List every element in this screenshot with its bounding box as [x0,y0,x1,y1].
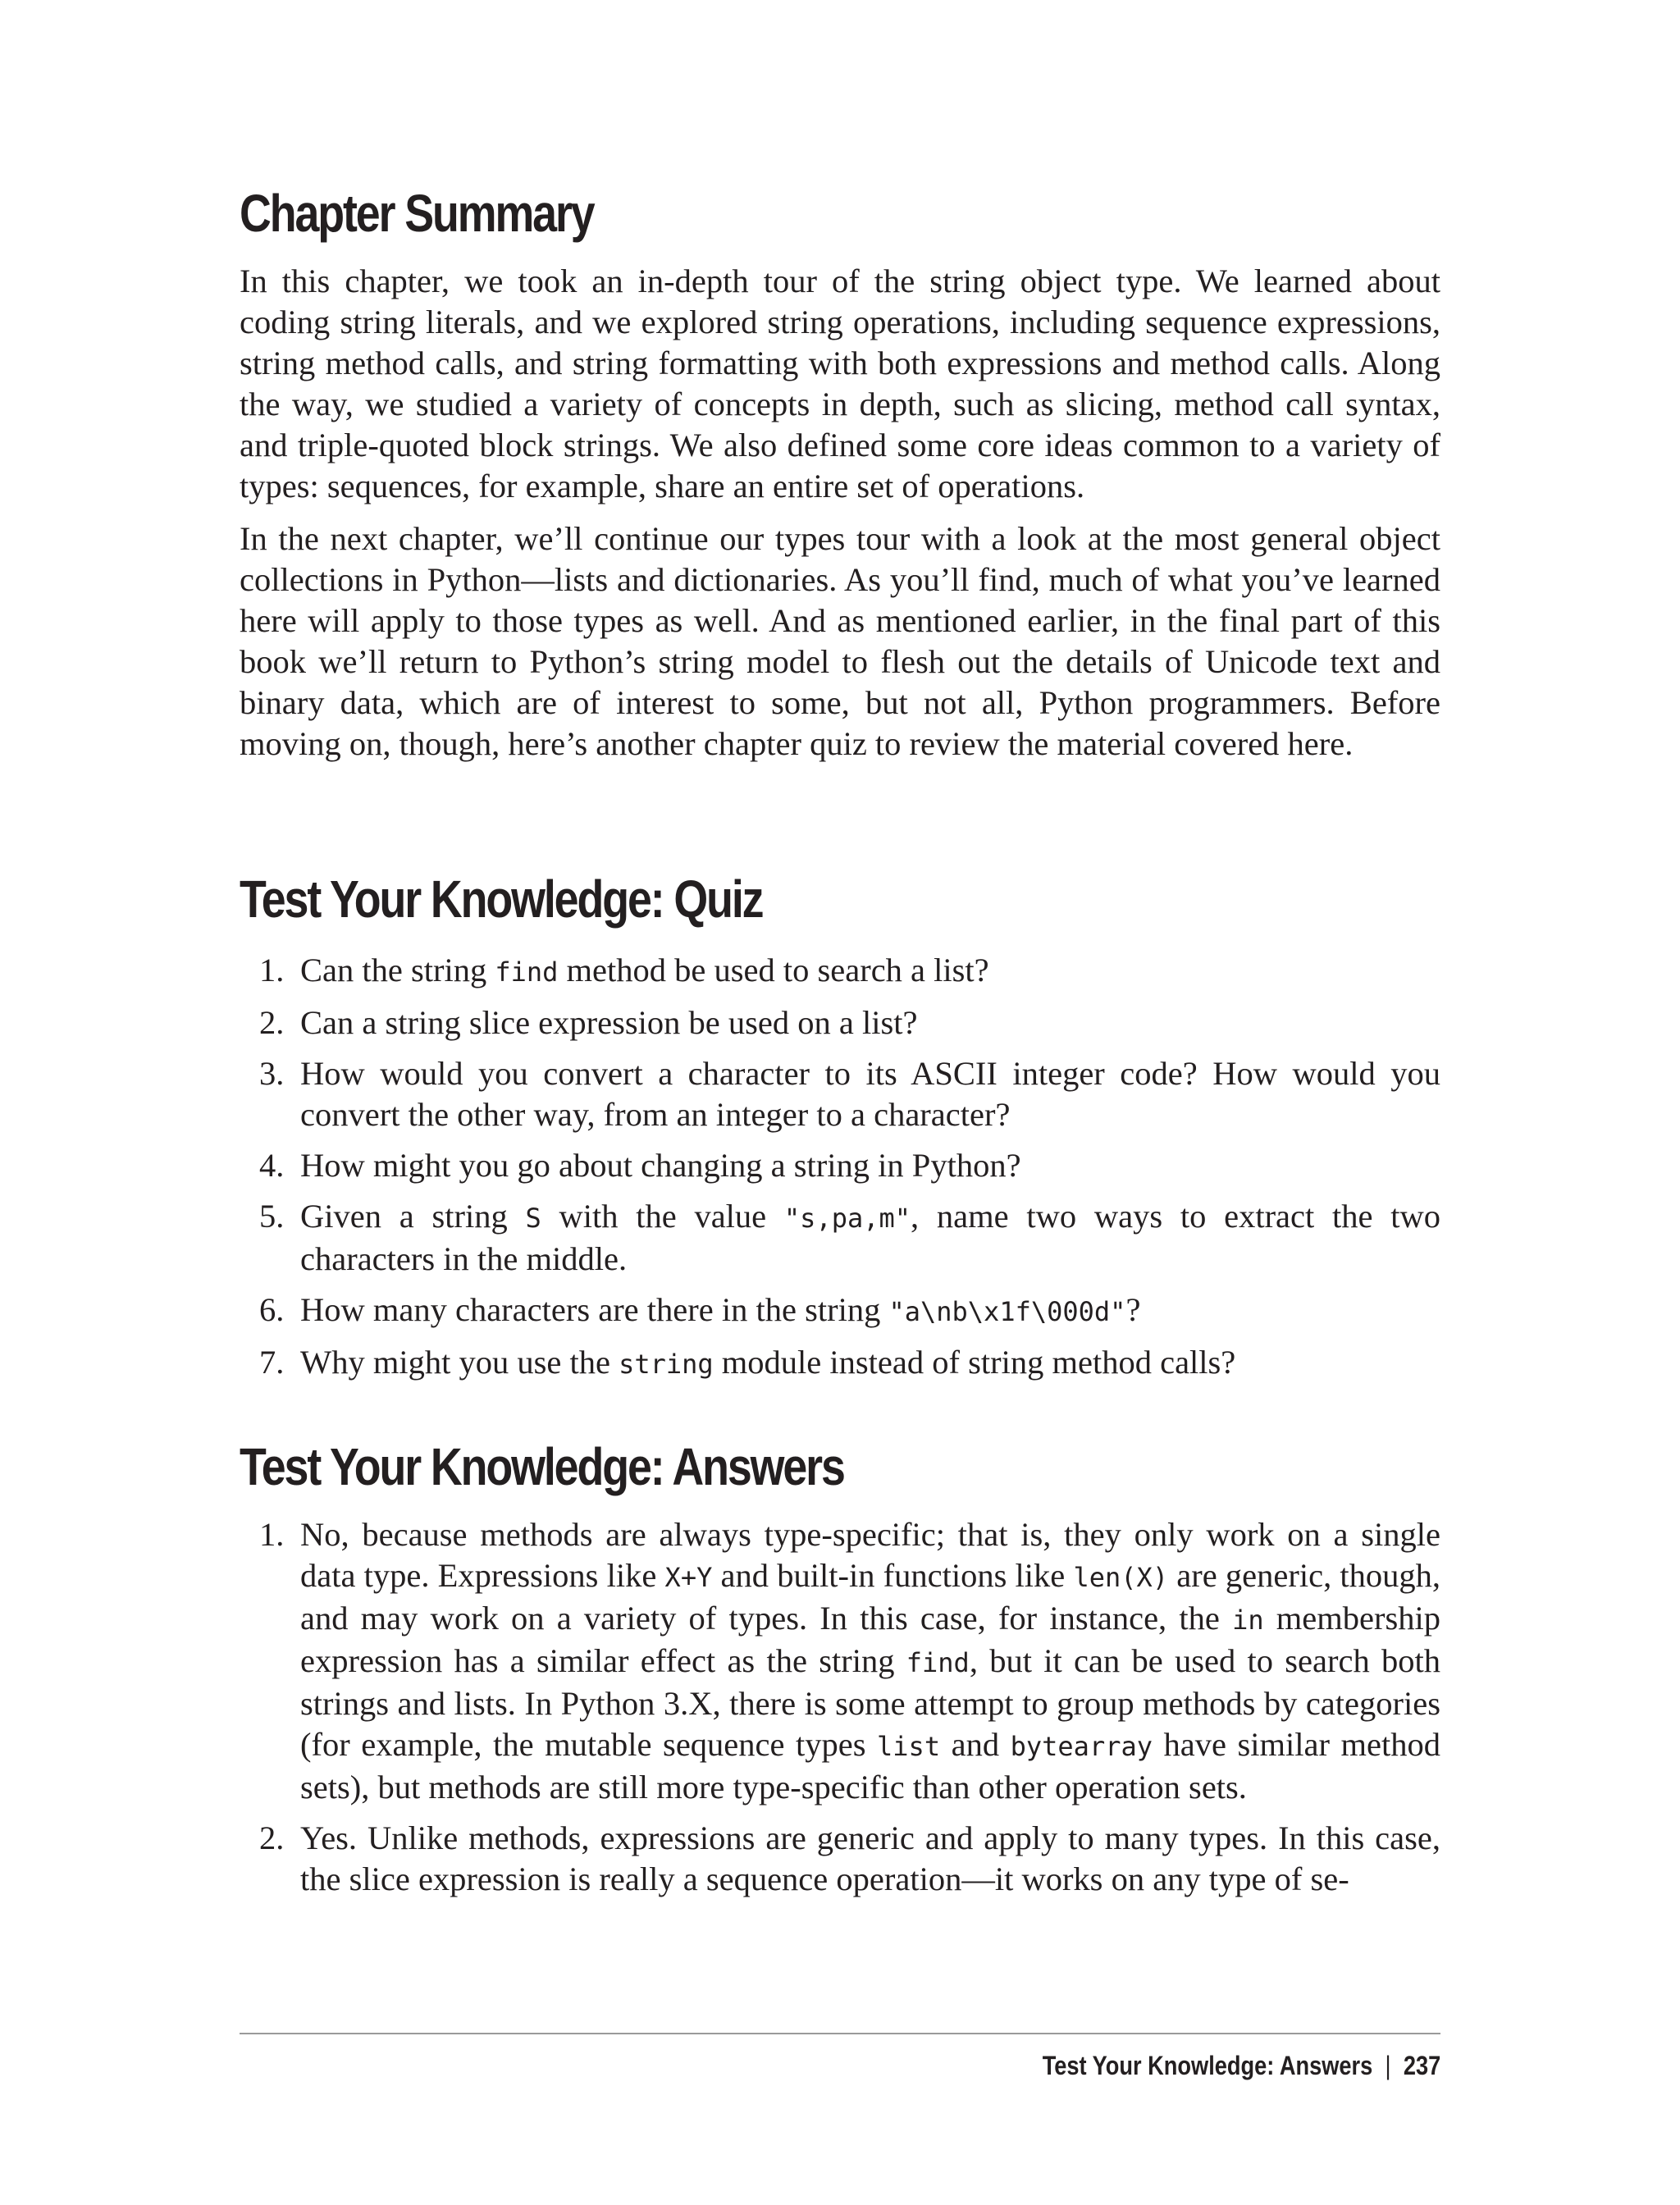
item-text: are generic, though, and may work on a variety of types. In this case, for instance, the [300,1557,1441,1637]
item-text: module instead of string method calls? [713,1344,1236,1381]
item-text: No, because methods are always type-specific; that is, they only work on a single data type. Expressions like [300,1516,1440,1594]
inline-code: "s,pa,m" [783,1203,911,1234]
running-head: Test Your Knowledge: Answers [1042,2051,1372,2080]
item-number: 7. [259,1344,285,1381]
item-text: How would you convert a character to its ASCII integer code? How would you convert the other way, from an integer to a character? [300,1055,1440,1133]
quiz-list [240,950,1440,1395]
item-text: , but it can be used to search both strings and lists. In Python 3.X, there is some attempt to group methods by categories (for example, the mutable sequence types [300,1642,1440,1763]
item-text: and built-in functions like [712,1557,1074,1594]
item-text: Can the string [300,952,495,988]
inline-code: S [525,1203,541,1234]
item-text: have similar method sets), but methods are still more type-specific than other operation sets. [300,1726,1440,1806]
item-text: ? [1125,1291,1141,1328]
inline-code: list [877,1731,941,1762]
item-text: , name two ways to extract the two characters in the middle. [300,1198,1440,1277]
item-number: 6. [259,1291,285,1328]
item-text: Why might you use the [300,1344,619,1381]
quiz-item-4 [240,1145,1440,1186]
item-text: How might you go about changing a string in Python? [300,1147,1021,1184]
quiz-item-2 [240,1002,1440,1043]
item-number: 2. [259,1819,285,1856]
quiz-item-5 [240,1196,1440,1280]
item-text: How many characters are there in the string [300,1291,889,1328]
item-number: 2. [259,1004,285,1041]
inline-code: bytearray [1010,1731,1153,1762]
answers-list [240,1514,1440,1910]
item-text: membership expression has a similar effect as the string [300,1600,1440,1679]
quiz-item-7 [240,1342,1440,1385]
chapter-summary-body [240,261,1440,776]
inline-code: len(X) [1073,1562,1169,1593]
item-text: Yes. Unlike methods, expressions are generic and apply to many types. In this case, the slice expression is really a sequence operation—it works on any type of se- [300,1819,1440,1897]
inline-code: in [1232,1605,1264,1636]
inline-code: find [495,956,559,988]
inline-code: find [906,1647,970,1678]
item-text: with the value [541,1198,784,1235]
footer-rule [240,2033,1440,2034]
quiz-item-1 [240,950,1440,993]
item-number: 3. [259,1055,285,1092]
item-number: 5. [259,1198,285,1235]
item-text: Given a string [300,1198,526,1235]
item-number: 1. [259,952,285,988]
item-text: Can a string slice expression be used on a list? [300,1004,918,1041]
inline-code: X+Y [664,1562,713,1593]
quiz-heading: Test Your Knowledge: Quiz [240,870,763,929]
footer-separator: | [1385,2051,1391,2080]
page-number: 237 [1403,2051,1440,2080]
inline-code: "a\nb\x1f\000d" [888,1296,1126,1327]
summary-paragraph-1: In this chapter, we took an in-depth tour of the string object type. We learned about coding string literals, and we explored string operations, including sequence expressions, string method calls, and string formatting with both expressions and method calls. Along the way, we studied a variety of concepts in depth, such as slicing, method call syntax, and triple-quoted block strings. We also defined some core ideas common to a variety of types: sequences, for example, share an entire set of operations. [240,262,1440,504]
quiz-item-3 [240,1053,1440,1135]
summary-paragraph-2: In the next chapter, we’ll continue our types tour with a look at the most general object collections in Python—lists and dictionaries. As you’ll find, much of what you’ve learned here will apply to those types as well. And as mentioned earlier, in the final part of this book we’ll return to Python’s string model to flesh out the details of Unicode text and binary data, which are of interest to some, but not all, Python programmers. Before moving on, though, here’s another chapter quiz to review the material covered here. [240,520,1440,762]
inline-code: string [619,1349,714,1380]
answer-item-2 [240,1818,1440,1900]
answer-item-1 [240,1514,1440,1808]
answers-heading: Test Your Knowledge: Answers [240,1437,844,1496]
chapter-summary-heading: Chapter Summary [240,184,594,243]
quiz-item-6 [240,1290,1440,1332]
item-text: method be used to search a list? [558,952,989,988]
item-text: and [940,1726,1011,1763]
item-number: 1. [259,1516,285,1553]
item-number: 4. [259,1147,285,1184]
page-footer [1042,2051,1440,2081]
